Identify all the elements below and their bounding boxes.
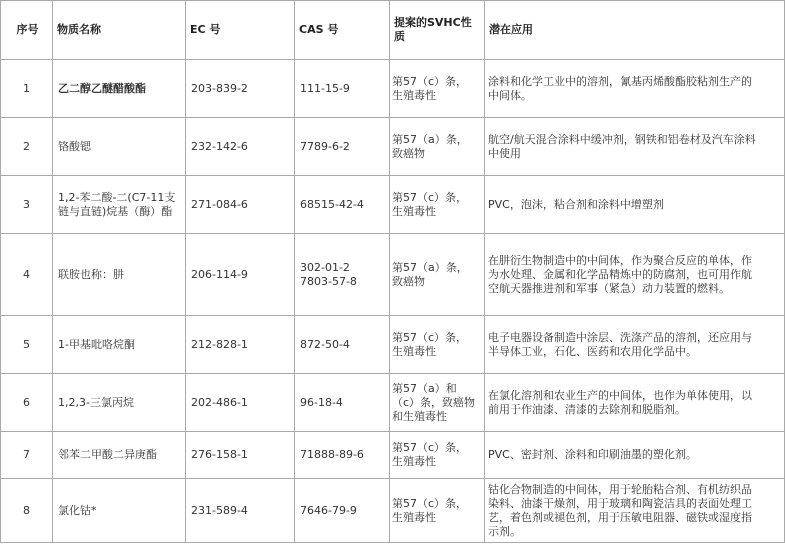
- cell-svhc-property-line: 致癌物: [392, 274, 425, 288]
- cell-substance-name-line: 1,2-苯二酸-二(C7-11支: [58, 190, 176, 204]
- cell-cas-number: [295, 234, 390, 316]
- cell-svhc-property-line: 生殖毒性: [392, 204, 436, 218]
- cell-svhc-property: [390, 234, 485, 316]
- cell-cas-number-line: 302-01-2: [300, 260, 350, 274]
- cell-cas-number: [295, 118, 390, 176]
- cell-cas-number: [295, 374, 390, 432]
- cell-ec-number: 206-114-9: [186, 234, 295, 316]
- cell-ec-number: 276-158-1: [186, 432, 295, 479]
- cell-substance-name-line: 联胺也称：肼: [58, 267, 124, 281]
- cell-potential-use: [485, 432, 785, 479]
- cell-potential-use: [485, 316, 785, 374]
- cell-ec-number: 231-589-4: [186, 479, 295, 543]
- cell-substance-name: [53, 60, 186, 118]
- cell-potential-use-line: 空航天器推进剂和军事（紧急）动力装置的燃料。: [488, 281, 730, 295]
- cell-potential-use: [485, 234, 785, 316]
- cell-potential-use-line: 示剂。: [488, 524, 521, 538]
- cell-svhc-property-line: 生殖毒性: [392, 455, 436, 468]
- header-cas: CAS 号: [295, 1, 390, 60]
- table-row: [1, 316, 785, 374]
- cell-potential-use-line: 染料、油漆干燥剂，用于玻璃和陶瓷洁具的表面处理工: [488, 496, 752, 510]
- cell-seq: 1: [1, 60, 53, 118]
- table-row: [1, 176, 785, 234]
- cell-potential-use-line: 前用于作油漆、清漆的去除剂和脱脂剂。: [488, 402, 686, 416]
- cell-substance-name-line: 邻苯二甲酸二异庚酯: [58, 448, 157, 461]
- cell-substance-name-line: 1-甲基吡咯烷酮: [58, 337, 135, 351]
- cell-svhc-property-line: 第57（c）条，: [392, 74, 468, 88]
- cell-seq: 4: [1, 234, 53, 316]
- cell-substance-name: [53, 118, 186, 176]
- cell-substance-name: [53, 176, 186, 234]
- cell-ec-number: 271-084-6: [186, 176, 295, 234]
- cell-cas-number-line: 68515-42-4: [300, 197, 364, 211]
- header-ec: EC 号: [186, 1, 295, 60]
- cell-substance-name: [53, 234, 186, 316]
- table-row: [1, 479, 785, 543]
- cell-substance-name: [53, 432, 186, 479]
- cell-svhc-property-line: 第57（a）条，: [392, 132, 468, 146]
- cell-svhc-property-line: 第57（a）条，: [392, 260, 468, 274]
- cell-substance-name-line: 1,2,3-三氯丙烷: [58, 395, 134, 409]
- cell-cas-number-line: 872-50-4: [300, 337, 350, 351]
- cell-svhc-property: [390, 316, 485, 374]
- cell-svhc-property: [390, 176, 485, 234]
- cell-substance-name-line: 乙二醇乙醚醋酸酯: [58, 81, 146, 95]
- cell-cas-number-line: 111-15-9: [300, 81, 350, 95]
- table-row: [1, 118, 785, 176]
- cell-seq: 8: [1, 479, 53, 543]
- cell-ec-number: 203-839-2: [186, 60, 295, 118]
- header-svhc-line1: 提案的SVHC性: [394, 16, 472, 29]
- cell-potential-use: [485, 479, 785, 543]
- cell-substance-name-line: 铬酸锶: [58, 139, 91, 153]
- table-row: [1, 234, 785, 316]
- cell-ec-number: 232-142-6: [186, 118, 295, 176]
- cell-svhc-property: [390, 60, 485, 118]
- cell-svhc-property-line: 生殖毒性: [392, 510, 436, 524]
- cell-cas-number-line: 7646-79-9: [300, 503, 357, 517]
- header-svhc-line2: 质: [394, 30, 405, 43]
- cell-ec-number: 202-486-1: [186, 374, 295, 432]
- cell-svhc-property-line: 致癌物: [392, 146, 425, 160]
- cell-potential-use-line: 涂料和化学工业中的溶剂，氰基丙烯酸酯胶粘剂生产的: [488, 74, 752, 88]
- cell-cas-number-line: 96-18-4: [300, 395, 343, 409]
- cell-potential-use-line: 中间体。: [488, 88, 532, 102]
- cell-cas-number: [295, 176, 390, 234]
- cell-substance-name: [53, 479, 186, 543]
- cell-potential-use-line: 在氯化溶剂和农业生产的中间体，也作为单体使用，以: [488, 388, 752, 402]
- cell-svhc-property-line: （c）条，致癌物: [392, 395, 476, 409]
- cell-substance-name-line: 链与直链)烷基（酶）酯: [58, 204, 173, 218]
- cell-svhc-property: [390, 118, 485, 176]
- cell-substance-name: [53, 374, 186, 432]
- cell-svhc-property: [390, 432, 485, 479]
- cell-svhc-property: [390, 479, 485, 543]
- header-use: 潜在应用: [485, 1, 785, 60]
- header-name: 物质名称: [53, 1, 186, 60]
- cell-svhc-property-line: 第57（c）条，: [392, 330, 468, 344]
- cell-potential-use-line: 为水处理、金属和化学品精炼中的防腐剂，也可用作航: [488, 267, 752, 281]
- cell-potential-use: [485, 374, 785, 432]
- cell-ec-number: 212-828-1: [186, 316, 295, 374]
- cell-seq: 3: [1, 176, 53, 234]
- cell-potential-use-line: 在肼衍生物制造中的中间体，作为聚合反应的单体，作: [488, 253, 752, 267]
- cell-cas-number: [295, 432, 390, 479]
- cell-substance-name: [53, 316, 186, 374]
- cell-cas-number-line: 71888-89-6: [300, 448, 364, 461]
- cell-cas-number: [295, 479, 390, 543]
- table-row: [1, 432, 785, 479]
- cell-svhc-property-line: 生殖毒性: [392, 344, 436, 358]
- cell-potential-use-line: PVC，泡沫，粘合剂和涂料中增塑剂: [488, 197, 664, 211]
- cell-svhc-property: [390, 374, 485, 432]
- cell-seq: 7: [1, 432, 53, 479]
- cell-potential-use-line: 航空/航天混合涂料中缓冲剂，钢铁和铝卷材及汽车涂料: [488, 132, 756, 146]
- table-row: [1, 374, 785, 432]
- cell-svhc-property-line: 第57（a）和: [392, 381, 457, 395]
- cell-potential-use: [485, 176, 785, 234]
- cell-potential-use: [485, 60, 785, 118]
- header-seq: 序号: [1, 1, 53, 60]
- cell-svhc-property-line: 第57（c）条，: [392, 441, 468, 454]
- cell-potential-use-line: 电子电器设备制造中涂层、洗涤产品的溶剂，还应用与: [488, 330, 752, 344]
- table-row: [1, 60, 785, 118]
- cell-cas-number: [295, 60, 390, 118]
- cell-potential-use-line: 钴化合物制造的中间体，用于轮胎粘合剂、有机纺织品: [488, 482, 752, 496]
- cell-seq: 5: [1, 316, 53, 374]
- cell-svhc-property-line: 生殖毒性: [392, 88, 436, 102]
- cell-cas-number-line: 7803-57-8: [300, 274, 357, 288]
- cell-potential-use-line: 中使用: [488, 146, 521, 160]
- header-svhc: [390, 1, 485, 60]
- cell-potential-use-line: 半导体工业，石化、医药和农用化学品中。: [488, 344, 697, 358]
- cell-potential-use-line: PVC、密封剂、涂料和印刷油墨的塑化剂。: [488, 448, 697, 461]
- cell-substance-name-line: 氯化钴*: [58, 503, 97, 517]
- cell-svhc-property-line: 第57（c）条，: [392, 190, 468, 204]
- cell-potential-use-line: 艺，着色剂或褪色剂，用于压敏电阻器、磁铁或湿度指: [488, 510, 752, 524]
- cell-svhc-property-line: 和生殖毒性: [392, 409, 447, 423]
- cell-svhc-property-line: 第57（c）条，: [392, 496, 468, 510]
- cell-cas-number-line: 7789-6-2: [300, 139, 350, 153]
- cell-seq: 6: [1, 374, 53, 432]
- header-row: [1, 1, 785, 60]
- cell-seq: 2: [1, 118, 53, 176]
- cell-potential-use: [485, 118, 785, 176]
- cell-cas-number: [295, 316, 390, 374]
